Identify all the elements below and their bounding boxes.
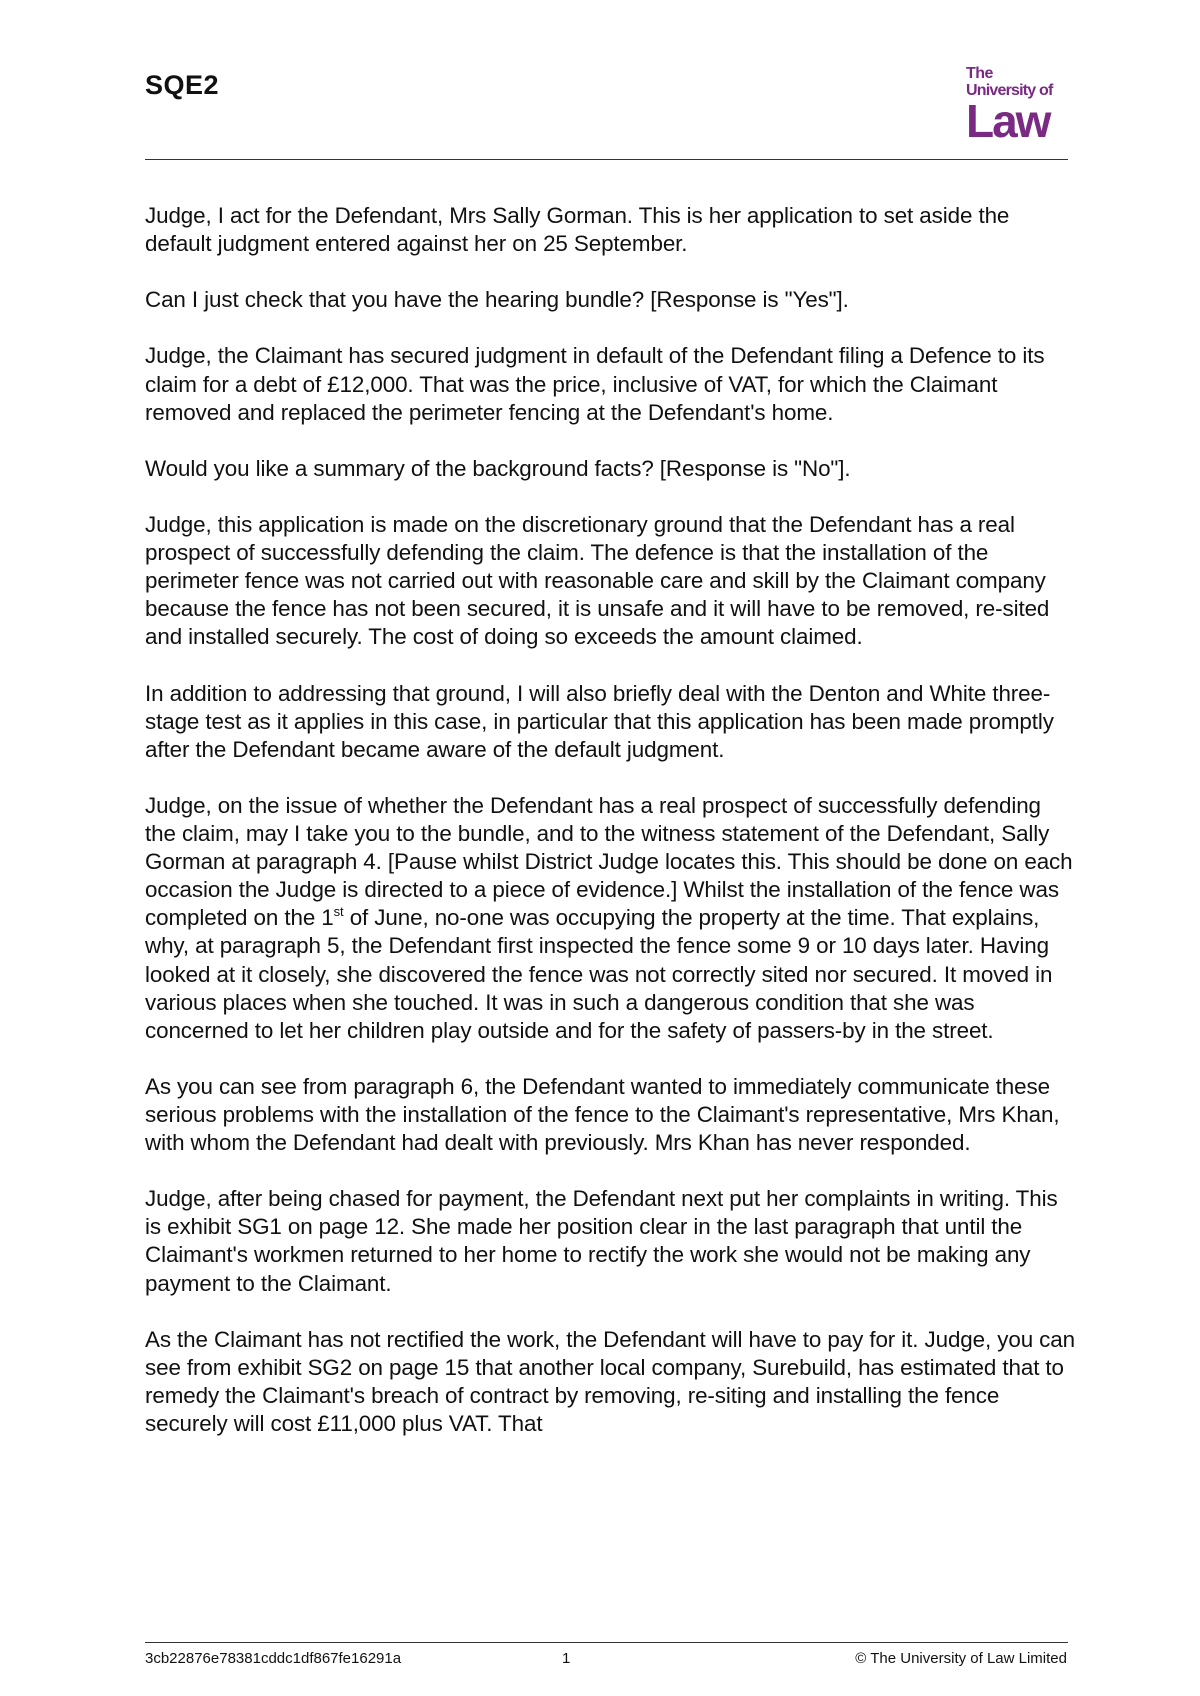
logo-line-university: University of bbox=[966, 82, 1053, 99]
paragraph-6: In addition to addressing that ground, I will also briefly deal with the Denton and White three-stage test as it applies in this case, in particular that this application has been made promptly after the Defendant became aware of the default judgment. bbox=[145, 680, 1054, 762]
paragraph-4: Would you like a summary of the background facts? [Response is "No"]. bbox=[145, 455, 851, 481]
logo-line-the: The bbox=[966, 65, 993, 82]
page-number: 1 bbox=[562, 1650, 571, 1667]
copyright-notice: © The University of Law Limited bbox=[855, 1650, 1067, 1667]
paragraph-2: Can I just check that you have the hearing bundle? [Response is "Yes"]. bbox=[145, 287, 849, 313]
paragraph-3: Judge, the Claimant has secured judgment in default of the Defendant filing a Defence to its claim for a debt of £12,000. That was the price, inclusive of VAT, for which the Claimant removed and replaced the perimeter fencing at the Defendant's home. bbox=[145, 343, 1045, 425]
paragraph-10: As the Claimant has not rectified the work, the Defendant will have to pay for it. Judge, you can see from exhibit SG2 on page 15 that another local company, Surebuild, has estimated that to remedy the Claimant's breach of contract by removing, re-siting and installing the fence securely will cost £11,000 plus VAT. That bbox=[145, 1326, 1075, 1437]
footer-divider bbox=[145, 1642, 1068, 1643]
paragraph-7-part-a: Judge, on the issue of whether the Defendant has a real prospect of successfully defending the claim, may I take you to the bundle, and to the witness statement of the Defendant, Sally Gorman at paragraph 4. [Pause whilst District Judge locates this. This should be done on each occasion the Judge is directed to a piece of evidence.] Whilst the installation of the fence was completed on the 1 bbox=[145, 792, 1073, 931]
logo-line-law: Law bbox=[966, 95, 1050, 147]
paragraph-8: As you can see from paragraph 6, the Defendant wanted to immediately communicate these serious problems with the installation of the fence to the Claimant's representative, Mrs Khan, with whom the Defendant had dealt with previously. Mrs Khan has never responded. bbox=[145, 1073, 1060, 1156]
paragraph-1: Judge, I act for the Defendant, Mrs Sally Gorman. This is her application to set aside the default judgment entered against her on 25 September. bbox=[145, 203, 1010, 257]
ordinal-superscript: st bbox=[333, 904, 344, 920]
document-body bbox=[145, 202, 1075, 1466]
header-divider bbox=[145, 159, 1068, 160]
document-id: 3cb22876e78381cddc1df867fe16291a bbox=[145, 1650, 402, 1667]
paragraph-7 bbox=[145, 792, 1075, 1045]
paragraph-9: Judge, after being chased for payment, the Defendant next put her complaints in writing. This is exhibit SG1 on page 12. She made her position clear in the last paragraph that until the Claimant's workmen returned to her home to rectify the work she would not be making any payment to the Claimant. bbox=[145, 1186, 1058, 1296]
university-of-law-logo bbox=[966, 65, 1066, 147]
paragraph-7-part-b: of June, no-one was occupying the property at the time. That explains, why, at paragraph 5, the Defendant first inspected the fence some 9 or 10 days later. Having looked at it closely, she discovered the fence was not correctly sited nor secured. It moved in various places when she touched. It was in such a dangerous condition that she was concerned to let her children play outside and for the safety of passers-by in the street. bbox=[145, 905, 1053, 1043]
paragraph-5: Judge, this application is made on the discretionary ground that the Defendant has a real prospect of successfully defending the claim. The defence is that the installation of the perimeter fence was not carried out with reasonable care and skill by the Claimant company because the fence has not been secured, it is unsafe and it will have to be removed, re-sited and installed securely. The cost of doing so exceeds the amount claimed. bbox=[145, 512, 1050, 650]
document-title: SQE2 bbox=[145, 70, 220, 100]
